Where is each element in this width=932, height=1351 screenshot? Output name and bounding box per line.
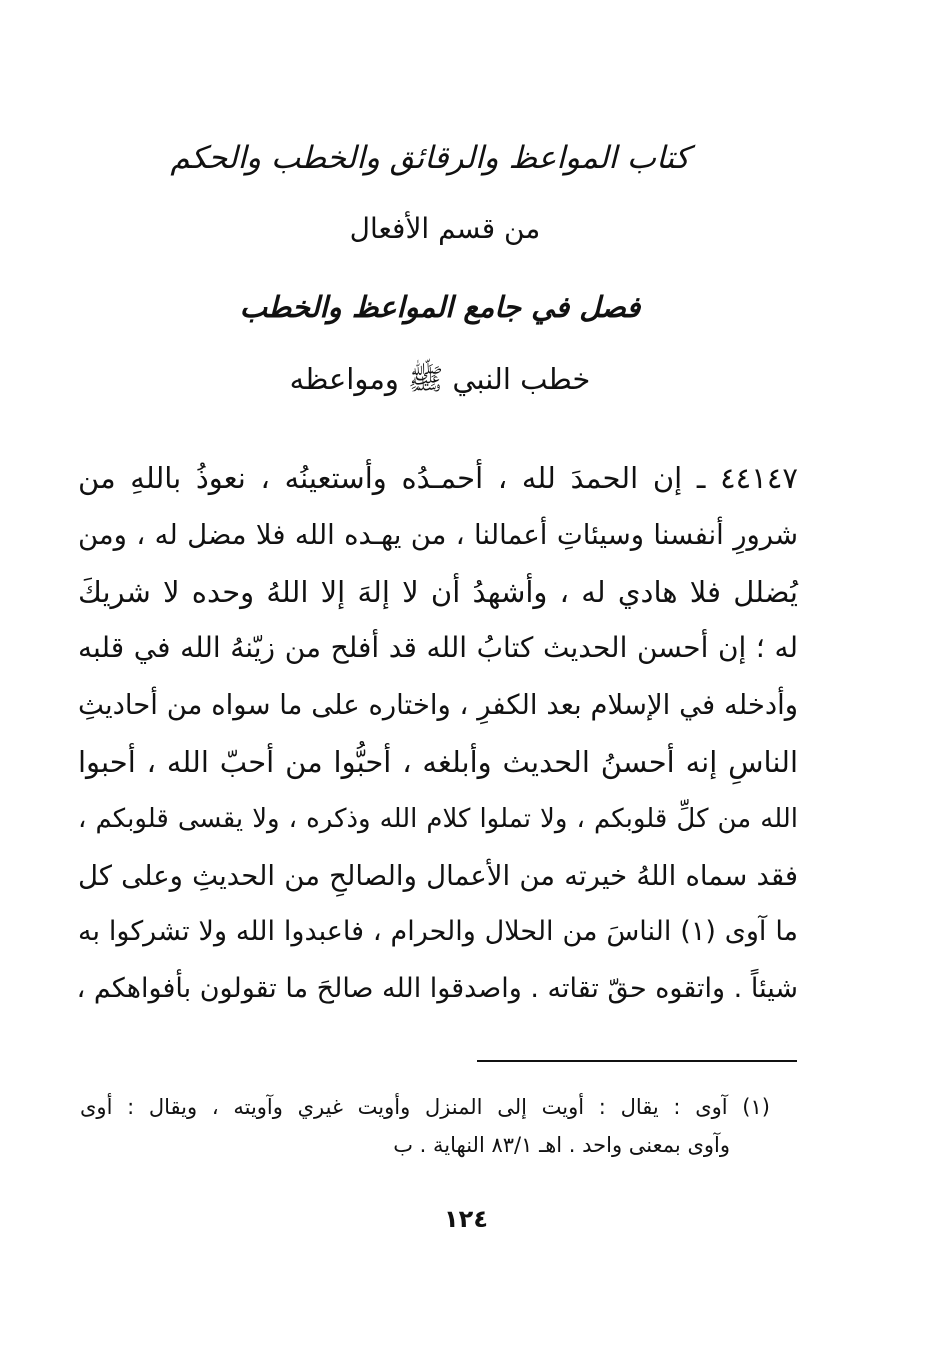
body-line: شيئاً . واتقوه حقّ تقاته . واصدقوا الله صالحَ ما تقولون بأفواهكم ، xyxy=(76,973,798,1005)
book-title: كتاب المواعظ والرقائق والخطب والحكم xyxy=(170,140,690,176)
footnote-line: (١) آوى : يقال : أويت إلى المنزل وأويت غيري وآويته ، ويقال : أوى xyxy=(80,1095,770,1119)
footnote-line: وآوى بمعنى واحد . اهـ ٨٣/١ النهاية . ب xyxy=(393,1133,730,1157)
body-line: فقد سماه اللهُ خيرته من الأعمال والصالحِ من الحديثِ وعلى كل xyxy=(78,859,798,892)
chapter-title: فصل في جامع المواعظ والخطب xyxy=(239,290,641,324)
body-line: شرورِ أنفسنا وسيئاتِ أعمالنا ، من يهـده الله فلا مضل له ، ومن xyxy=(78,518,798,551)
body-paragraph xyxy=(78,450,798,1018)
body-line: يُضلل فلا هادي له ، وأشهدُ أن لا إلهَ إلا اللهُ وحده لا شريكَ xyxy=(78,574,798,609)
section-title: من قسم الأفعال xyxy=(349,212,541,245)
body-line: الله من كلِّ قلوبكم ، ولا تملوا كلام الله وذكره ، ولا يقسى قلوبكم ، xyxy=(78,803,798,834)
footnote xyxy=(80,1088,770,1164)
subheading: خطب النبي ﷺ ومواعظه xyxy=(289,362,591,396)
body-line: له ؛ إن أحسن الحديث كتابُ الله قد أفلح من زيّنهُ الله في قلبه xyxy=(78,631,798,665)
page-number: ١٢٤ xyxy=(444,1205,488,1233)
body-line: الناسِ إنه أحسنُ الحديث وأبلغه ، أحبُّوا من أحبّ الله ، أحبوا xyxy=(78,744,798,779)
footnote-separator xyxy=(477,1060,797,1062)
body-line: ما آوى (١) الناسَ من الحلال والحرام ، فاعبدوا الله ولا تشركوا به xyxy=(78,916,799,948)
body-line: وأدخله في الإسلام بعد الكفرِ ، واختاره على ما سواه من أحاديثِ xyxy=(78,689,798,722)
body-line: ٤٤١٤٧ ـ إن الحمدَ لله ، أحمـدُه وأستعينُه ، نعوذُ باللهِ من xyxy=(78,461,798,495)
